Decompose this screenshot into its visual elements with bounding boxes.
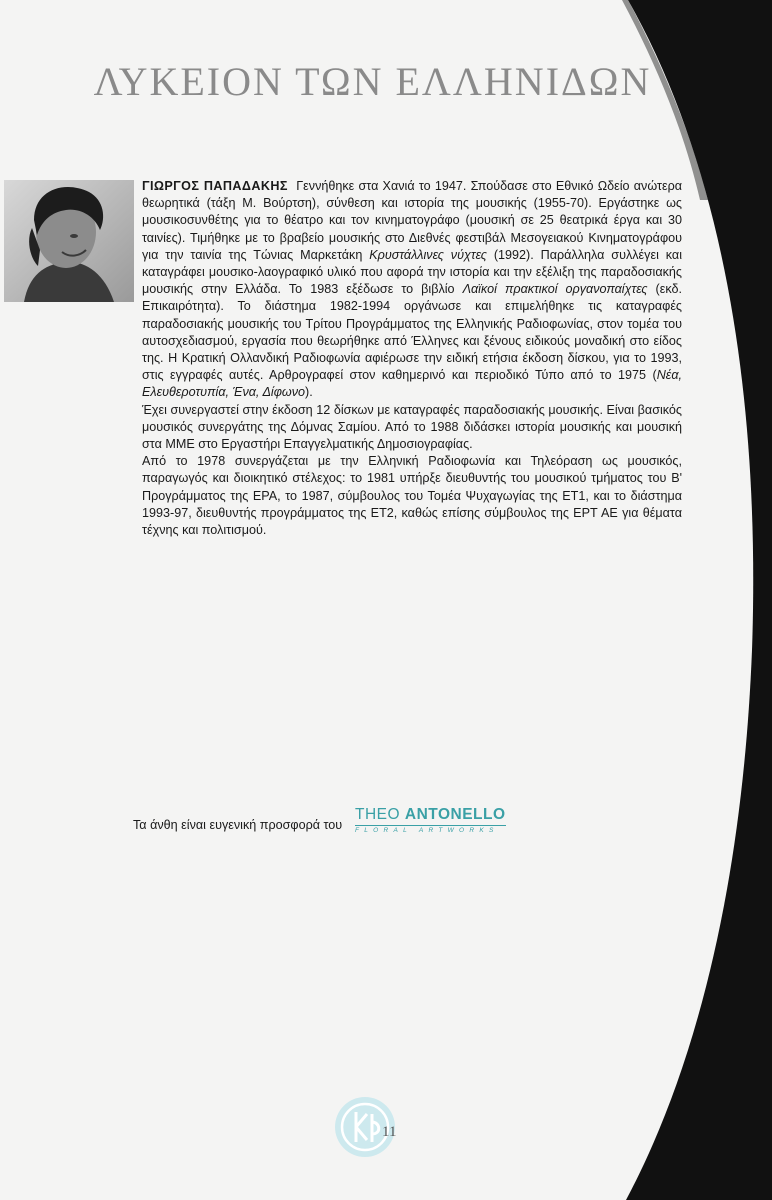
bio-paragraph-1 bbox=[142, 178, 682, 402]
logo-word-theo: THEO bbox=[355, 806, 401, 823]
portrait-photo bbox=[4, 180, 134, 302]
logo-tagline: FLORAL ARTWORKS bbox=[355, 825, 506, 834]
film-title: Κρυστάλλινες νύχτες bbox=[369, 247, 487, 262]
sponsor-credit: Τα άνθη είναι ευγενική προσφορά του bbox=[133, 818, 343, 832]
biography bbox=[142, 178, 682, 539]
bio-paragraph-3: Από το 1978 συνεργάζεται με την Ελληνική Ραδιοφωνία και Τηλεόραση ως μουσικός, παραγωγός και διοικητικό στέλεχος: το 1981 υπήρξε διευθυντής του μουσικού τμήματος του Β' Προγράμματος της ΕΡΑ, το 1987, σύμβουλος του Τομέα Ψυχαγωγίας της ΕΤ1, και το διάστημα 1993-97, διευθυντής προγράμματος της ΕΤ2, καθώς επίσης σύμβουλος της ΕΡΤ ΑΕ για θέματα τέχνης και πολιτισμού. bbox=[142, 454, 682, 538]
page-number: 11 bbox=[382, 1124, 397, 1140]
bio-text-1a: Γεννήθηκε στα Χανιά το 1947. Σπούδασε στο Εθνικό Ωδείο ανώτερα θεωρητικά (τάξη Μ. Βούρτση), σύνθεση και ιστορία της μουσικής (1955-70). Εργάστηκε ως μουσικοσυνθέτης για το θέατρο και τον κινηματογράφο (μουσική σε 25 θεατρικά έργα και 30 ταινίες). Τιμήθηκε με το βραβείο μουσικής στο Διεθνές φεστιβάλ Μεσογειακού Κινηματογράφου για την ταινία της Τώνιας Μαρκετάκη bbox=[142, 179, 683, 262]
theo-antonello-logo bbox=[355, 806, 506, 834]
person-name: ΓΙΩΡΓΟΣ ΠΑΠΑΔΑΚΗΣ bbox=[142, 179, 288, 193]
bio-paragraph-2: Έχει συνεργαστεί στην έκδοση 12 δίσκων με καταγραφές παραδοσιακής μουσικής. Είναι βασικός μουσικός συνεργάτης της Δόμνας Σαμίου. Από το 1988 διδάσκει ιστορία μουσικής και μουσική στα ΜΜΕ στο Εργαστήρι Επαγγελματικής Δημοσιογραφίας. bbox=[142, 402, 682, 452]
newspaper-titles: Νέα, Ελευθεροτυπία, Ένα, Δίφωνο bbox=[142, 368, 682, 400]
bio-text-1b: (1992). Παράλληλα συλλέγει και καταγράφει μουσικο-λαογραφικό υλικό που αφορά την ιστορία και την εξέλιξη της παραδοσιακής μουσικής στην Ελλάδα. Το 1983 εξέδωσε το βιβλίο bbox=[142, 247, 682, 297]
page-title: ΛΥΚΕΙΟΝ ΤΩΝ ΕΛΛΗΝΙΔΩΝ bbox=[93, 59, 652, 104]
book-title: Λαϊκοί πρακτικοί οργανοπαίχτες bbox=[462, 282, 648, 297]
logo-word-antonello: ANTONELLO bbox=[404, 806, 506, 823]
bio-text-1d: ). bbox=[305, 385, 313, 400]
bio-text-1c: (εκδ. Επικαιρότητα). Το διάστημα 1982-1994 οργάνωσε και επιμελήθηκε τις καταγραφές παραδοσιακής μουσικής του Τρίτου Προγράμματος της Ελληνικής Ραδιοφωνίας, στον τομέα του αυτοσχεδιασμού, εργασία που θεωρήθηκε από Έλληνες και ξένους ειδικούς μοναδική στο είδος της. Η Κρατική Ολλανδική Ραδιοφωνία αφιέρωσε την ειδική ετήσια έκδοση δίσκου, για το 1993, στις εγγραφές αυτές. Αρθρογραφεί στον καθημερινό και περιοδικό Τύπο από το 1975 ( bbox=[142, 282, 682, 383]
